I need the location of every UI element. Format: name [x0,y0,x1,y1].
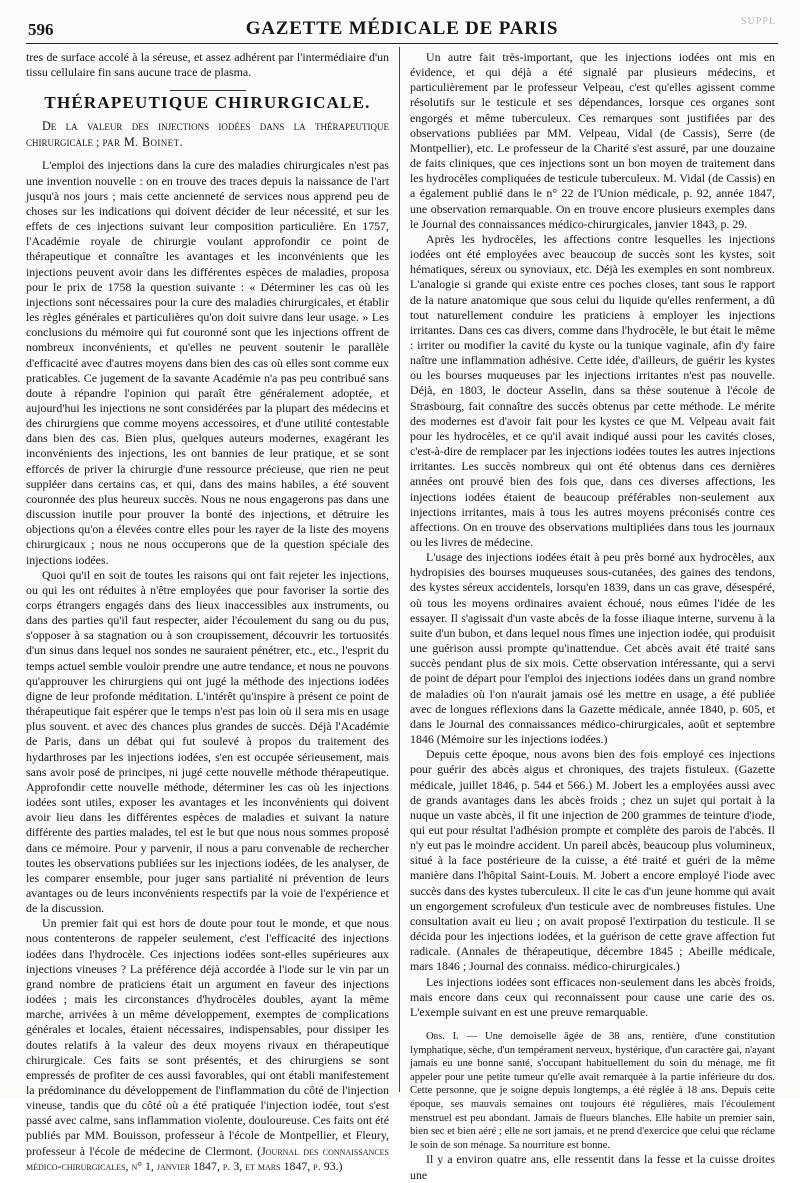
paragraph-text: Un premier fait qui est hors de doute pour tout le monde, et que nous nous contenterons de rappeler seulement, c'est l'efficacité des injections iodées dans l'hydrocèle. Ces injections iodées sont-elles supérieures aux injections vineuses ? La préférence déjà accordée à l'iode sur le vin par un grand nombre de praticiens était un argument en faveur des injections iodées ; mais les circonstances d'hydrocèles doubles, ayant la même marche, arrivées à un même développement, exemptes de complications générales et locales, étaient nécessaires, indispensables, pour dissiper les doutes relatifs à la valeur des deux moyens rivaux en thérapeutique chirurgicale. Ces faits se sont présentés, et des chirurgiens se sont empressés de profiter de ces aussi favorables, qui ont établi manifestement la prédominance du développement de l'inflammation du côté de l'injection vineuse, tandis que du côté où a été pratiquée l'injection iodée, tout s'est passé avec calme, sans inflammation violente, douloureuse. Ces faits ont été publiés par MM. Bouisson, professeur à l'école de Montpellier, et Fleury, professeur à l'école de médecine de Clermont. [26,916,389,1158]
right-column [410,50,775,1182]
paragraph [26,916,389,1174]
carryover-paragraph: tres de surface accolé à la séreuse, et assez adhérent par l'intermédiaire d'un tissu cellulaire fin sans aucune trace de plasma. [26,50,389,80]
page-header [28,16,776,42]
paragraph: Après les hydrocèles, les affections contre lesquelles les injections iodées ont été employées avec beaucoup de succès sont les kystes, soit hématiques, séreux ou synoviaux, etc. Déjà les exemples en sont nombreux. L'analogie si grande qui existe entre ces poches closes, tant sous le rapport de la nature anatomique que sous celui du liquide qu'elles renferment, a dû tout naturellement conduire les praticiens à employer les injections irritantes. Dans ces cas divers, comme dans l'hydrocèle, le but était le même : irriter ou modifier la cavité du kyste ou la tunique vaginale, afin d'y faire naître une inflammation adhésive. Cette idée, d'ailleurs, de guérir les kystes ou les bourses muqueuses par les injections irritantes n'est pas nouvelle. Déjà, en 1803, le docteur Asselin, dans sa thèse soutenue à l'école de Strasbourg, fait connaître des succès obtenus par cette méthode. Le mérite des modernes est d'avoir fait pour les kystes ce que M. Velpeau avait fait pour les hydrocèles, et ce qu'il avait indiqué aussi pour les cavités closes, c'est-à-dire de remplacer par les injections iodées toutes les autres injections irritantes. Les succès nombreux qui ont été obtenus dans ces dernières années ont prouvé bien des fois que, dans ces diverses affections, les injections iodées étaient de beaucoup préférables non-seulement aux injections irritantes, mais à tous les autres moyens préconisés contre ces affections. On en trouve des observations multipliées dans tous les journaux ou les livres de médecine. [410,231,775,549]
paragraph: Depuis cette époque, nous avons bien des fois employé ces injections pour guérir des abcès aigus et chroniques, des trajets fistuleux. (Gazette médicale, juillet 1846, p. 544 et 566.) M. Jobert les a employées aussi avec de grands avantages dans les abcès froids ; chez un sujet qui portait à la nuque un vaste abcès, il fit une injection de 200 grammes de teinture d'iode, qui eut pour résultat l'adhésion prompte et complète des parois de l'abcès. Il n'y eut pas le moindre accident. Un pareil abcès, beaucoup plus volumineux, situé à la face postérieure de la cuisse, a été traité et guéri de la même manière dans l'hôpital Saint-Louis. M. Jobert a encore employé l'iode avec succès dans des kystes tuberculeux. Il cite le cas d'un jeune homme qui avait un engorgement scrofuleux d'un testicule avec de nombreuses fistules. Une consultation avait eu lieu ; on avait proposé l'extirpation du testicule. Il se décida pour les injections iodées, et la guérison de cette grave affection fut radicale. (Annales de thérapeutique, décembre 1845 ; Abeille médicale, mars 1846 ; Journal des connaiss. médico-chirurgicales.) [410,747,775,974]
article-title [26,118,389,150]
final-line: Il y a environ quatre ans, elle ressentit dans la fesse et la cuisse droites une [410,1152,775,1182]
article-author: par M. Boinet. [102,135,183,150]
paragraph: L'usage des injections iodées était à peu près borné aux hydrocèles, aux hydropisies des bourses muqueuses sous-cutanées, des gaines des tendons, des kystes séreux accidentels, lorsqu'en 1839, dans un cas grave, désespéré, où tous les moyens ordinaires avaient échoué, nous eûmes l'idée de les essayer. Il s'agissait d'un vaste abcès de la fosse iliaque interne, survenu à la suite d'un bubon, et dans lequel nous fîmes une injection iodée, qui produisit une guérison aussi prompte qu'inattendue. Cet abcès avait été traité sans succès pendant plus de six mois. Cette observation intéressante, qui a servi de point de départ pour l'emploi des injections iodées dans un grand nombre de maladies où l'on n'aurait jamais osé les mettre en usage, a été publiée avec de longues réflexions dans la Gazette médicale, année 1840, p. 605, et dans le Journal des connaissances médico-chirurgicales, août et septembre 1846 (Mémoire sur les injections iodées.) [410,550,775,747]
paragraph: Les injections iodées sont efficaces non-seulement dans les abcès froids, mais encore dans ceux qui reconnaissent pour cause une carie des os. L'exemple suivant en est une preuve remarquable. [410,974,775,1019]
observation [410,1030,775,1152]
observation-label: Obs. I. — [426,1031,478,1042]
column-divider [399,47,400,1092]
section-rule [170,90,246,91]
article-title-text: De la valeur des injections iodées dans la thérapeutique chirurgicale ; [26,119,389,150]
left-column [26,50,389,1173]
bleed-through-text: SUPPL [740,16,776,27]
paragraph: Un autre fait très-important, que les injections iodées ont mis en évidence, et qui déjà a été signalé par plusieurs médecins, et particulièrement par le professeur Velpeau, c'est qu'elles agissent comme résolutifs sur le testicule et ses dépendances, lorsque ces organes sont engorgés et même tuberculeux. Ces remarques sont justifiées par des observations publiées par MM. Velpeau, Vidal (de Cassis), Serre (de Montpellier), etc. Le professeur de la Charité s'est assuré, par une douzaine de faits cliniques, que ces injections sont un bon moyen de traitement dans les hydrocèles compliquées de testicule tuberculeux. M. Vidal (de Cassis) en a également publié dans le n° 22 de l'Union médicale, p. 92, année 1847, une observation remarquable. On en trouve encore plusieurs exemples dans le Journal des connaissances médico-chirurgicales, janvier 1843, p. 29. [410,50,775,231]
page-number: 596 [28,20,54,39]
observation-text: Une demoiselle âgée de 38 ans, rentière, d'une constitution lymphatique, sèche, d'un tempérament nerveux, hystérique, d'un caractère gai, n'ayant jamais eu une bonne santé, s'occupant habituellement du soin du ménage, me fit appeler pour une petite tumeur qu'elle avait remarquée à la partie inférieure du dos. Cette personne, que je soigne depuis longtemps, a été réglée à 18 ans. Depuis cette époque, ses mauvais semaines ont toujours été régulières, mais l'écoulement menstruel est peu abondant. Jamais de flueurs blanches. Elle habite un premier sain, bien sec et bien aéré ; elle ne sort jamais, et ne prend d'exercice que celui que réclame le soin de son ménage. Sa nourriture est bonne. [410,1031,775,1151]
section-title: THÉRAPEUTIQUE CHIRURGICALE. [44,93,371,113]
paragraph: Quoi qu'il en soit de toutes les raisons qui ont fait rejeter les injections, ou qui les ont réduites à n'être employées que pour favoriser la sortie des corps étrangers engagés dans des lieux inaccessibles aux instruments, ou dans des parties qu'il faut respecter, aider l'écoulement du sang ou du pus, s'opposer à sa stagnation ou à son croupissement, découvrir les tortuosités d'un sinus dans lequel nos sondes ne sauraient pénétrer, etc., etc., l'esprit du temps actuel semble vouloir prendre une autre tendance, et nous ne pouvons qu'approuver les chirurgiens qui ont jugé la méthode des injections iodées digne de leur profonde méditation. L'intérêt qu'inspire à présent ce point de thérapeutique fait espérer que le temps n'est pas loin où il sera mis en usage plus souvent. et avec des chances plus grandes de succès. Déjà l'Académie de Paris, dans un débat qui fut soulevé à propos du traitement des hydarthroses par les injections iodées, s'en est occupée sérieusement, mais sans avoir posé de principes, ni jugé cette nouvelle méthode thérapeutique. Approfondir cette nouvelle méthode, déterminer les cas où les injections iodées sont utiles, exposer les avantages et les inconvénients qui doivent avoir lieu dans les différentes espèces de maladies et suivant la nature différente des parties malades, tel est le but que nous nous sommes proposé dans ce mémoire. Pour y parvenir, il nous a paru convenable de rechercher toutes les observations publiées sur les injections iodées, de les analyser, de les comparer ensemble, pour juger sans partialité ni prévention de leurs avantages ou de leurs inconvénients respectifs par la voie de l'expérience et de la discussion. [26,567,389,916]
masthead: GAZETTE MÉDICALE DE PARIS [245,18,559,39]
header-rule [26,43,778,44]
citation: (Journal des connaissances médico-chirurgicales, n° 1, janvier 1847, p. 3, et mars 1847, p. 93.) [26,1143,389,1173]
paragraph: L'emploi des injections dans la cure des maladies chirurgicales n'est pas une invention nouvelle : on en trouve des traces depuis la naissance de l'art jusqu'à nos jours ; mais cette ancienneté de services nous apprend peu de choses sur les indications qui doivent décider de leur nécessité, et sur les effets de ces injections suivant leur composition particulière. En 1757, l'Académie royale de chirurgie voulant approfondir ce point de thérapeutique et connaître les avantages et les inconvénients que les injections peuvent avoir dans les différentes espèces de maladies, proposa pour le prix de 1758 la question suivante : « Déterminer les cas où les injections sont nécessaires pour la cure des maladies chirurgicales, et établir les règles générales et particulières qu'on doit suivre dans leur usage. » Les conclusions du mémoire qui fut couronné sont que les injections offrent de nombreux inconvénients, et qu'elles ne peuvent soutenir le parallèle d'efficacité avec d'autres moyens dans bien des cas où elles sont comme eux praticables. Ce jugement de la savante Académie n'a pas peu contribué sans doute à répandre l'opinion qui paraît être généralement adoptée, et aujourd'hui les injections ne sont considérées par la plupart des médecins et des chirurgiens que comme moyens accessoires, et d'une utilité contestable dans bien des cas. Bien plus, quelques auteurs modernes, exagérant les inconvénients des injections, les ont bannies de leur pratique, et se sont efforcés de priver la chirurgie d'une ressource précieuse, que rien ne peut suppléer dans certains cas, et qui, dans des mains habiles, a été souvent couronnée des plus heureux succès. Nous ne nous engagerons pas dans une discussion inutile pour prouver la bonté des injections, et détruire les objections qu'on a élevées contre elles pour les rayer de la liste des moyens chirurgicaux ; nous ne nous occuperons que de la question spéciale des injections iodées. [26,158,389,567]
